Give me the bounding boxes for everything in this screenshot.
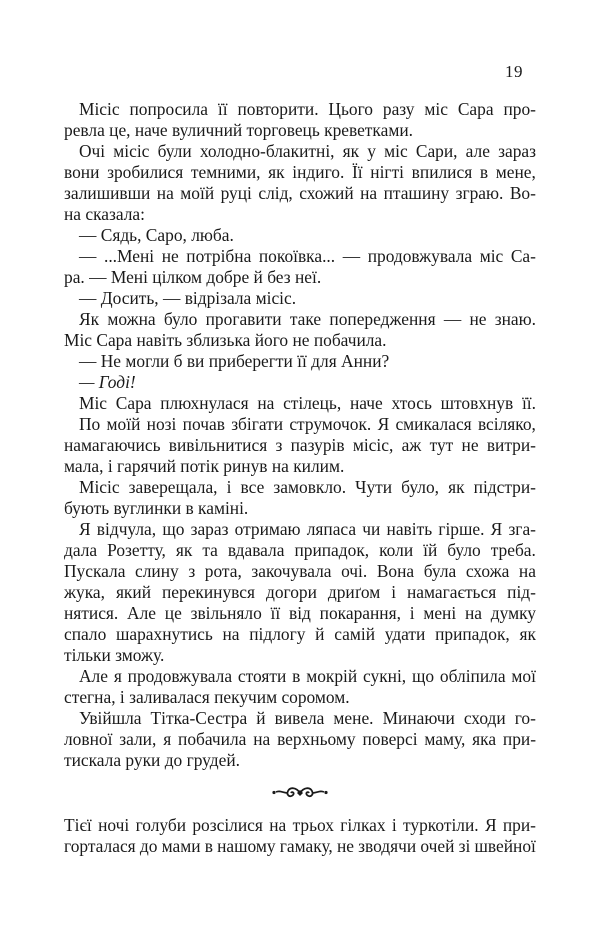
- text-line: Міс Сара навіть зблизька його не побачила.: [64, 330, 387, 350]
- text-line: намагаючись вивільнитися з пазурів місіс, аж тут не витри-: [64, 435, 536, 455]
- text-line: бують вуглинки в каміні.: [64, 498, 249, 518]
- text-line: стегна, і заливалася пекучим соромом.: [64, 687, 350, 707]
- text-line: Міс Сара плюхнулася на стілець, наче хтось штовхнув її.: [79, 393, 536, 413]
- text-line: Але я продовжувала стояти в мокрій сукні, що обліпила мої: [79, 666, 536, 686]
- text-line: горталася до мами в нашому гамаку, не зводячи очей зі швейної: [64, 836, 536, 856]
- text-line: ра. — Мені цілком добре й без неї.: [64, 267, 322, 287]
- text-line: Очі місіс були холодно-блакитні, як у міс Сари, але зараз: [79, 141, 536, 161]
- text-line: спало шарахнутись на підлогу й самій удати припадок, як: [64, 624, 536, 644]
- text-line: Увійшла Тітка-Сестра й вивела мене. Минаючи сходи го-: [79, 708, 536, 728]
- text-line: ловної зали, я побачила на верхньому поверсі маму, яка при-: [64, 729, 536, 749]
- text-line: вони зробилися темними, як індиго. Її нігті впилися в мене,: [64, 162, 536, 182]
- text-line: Як можна було прогавити таке попередження — не знаю.: [79, 309, 536, 329]
- text-line: — Не могли б ви приберегти її для Анни?: [79, 351, 390, 371]
- page-number: 19: [505, 62, 523, 81]
- text-line: Тієї ночі голуби розсілися на трьох гілках і туркотіли. Я при-: [64, 815, 536, 835]
- body-text: [64, 99, 536, 857]
- text-line: — Досить, — відрізала місіс.: [79, 288, 297, 308]
- text-line: жука, який перекинувся догори дриґом і намагається під-: [64, 582, 536, 602]
- text-line: Я відчула, що зараз отримаю ляпаса чи навіть гірше. Я зга-: [79, 519, 536, 539]
- text-line: тільки зможу.: [64, 645, 165, 665]
- text-line: залишивши на моїй руці слід, схожий на пташину зграю. Во-: [64, 183, 536, 203]
- text-line: Пускала слину з рота, закочувала очі. Вона була схожа на: [64, 561, 536, 581]
- text-line: Місіс заверещала, і все замовкло. Чути було, як підстри-: [79, 477, 536, 497]
- text-line: Місіс попросила її повторити. Цього разу міс Сара про-: [79, 99, 536, 119]
- text-line: нятися. Але це звільняло її від покарання, і мені на думку: [64, 603, 536, 623]
- text-line: — Годі!: [79, 372, 136, 392]
- text-line: ревла це, наче вуличний торговець креветками.: [64, 120, 413, 140]
- text-line: на сказала:: [64, 204, 145, 224]
- text-line: — ...Мені не потрібна покоївка... — продовжувала міс Са-: [79, 246, 536, 266]
- text-line: дала Розетту, як та вдавала припадок, коли їй було треба.: [64, 540, 536, 560]
- text-line: — Сядь, Саро, люба.: [79, 225, 234, 245]
- text-line: тискала руки до грудей.: [64, 750, 241, 770]
- fleuron-ornament: [64, 771, 536, 815]
- text-line: По моїй нозі почав збігати струмочок. Я смикалася всіляко,: [79, 414, 536, 434]
- text-line: мала, і гарячий потік ринув на килим.: [64, 456, 345, 476]
